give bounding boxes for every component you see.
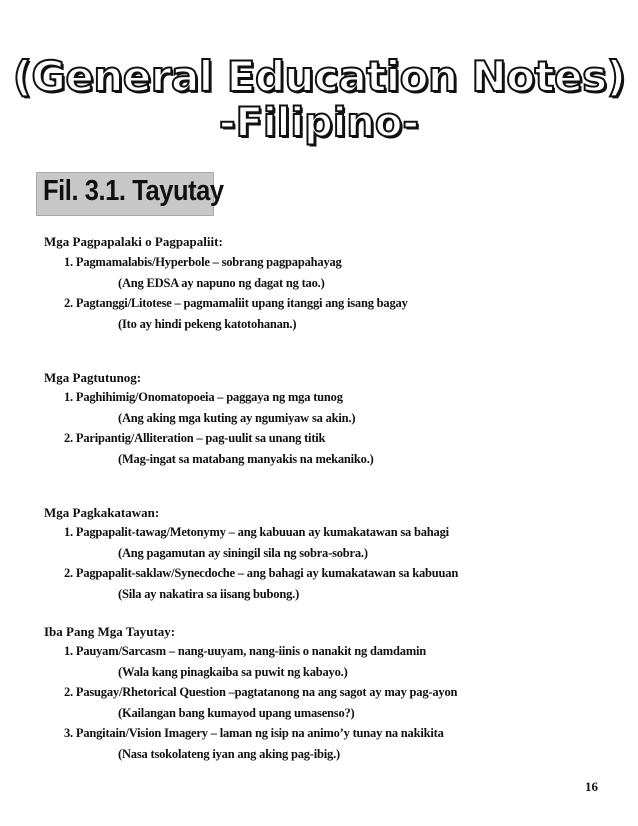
list-item-example: (Mag-ingat sa matabang manyakis na mekaniko.) xyxy=(118,452,374,466)
list-item-term: 2. Pagpapalit-saklaw/Synecdoche – ang bahagi ay kumakatawan sa kabuuan xyxy=(64,566,459,580)
list-item-term: 2. Pagtanggi/Litotese – pagmamaliit upang itanggi ang isang bagay xyxy=(64,296,408,310)
list-item-example: (Ang aking mga kuting ay ngumiyaw sa akin.) xyxy=(118,411,356,425)
group-heading: Mga Pagkakatawan: xyxy=(44,505,160,520)
list-item-term: 1. Pauyam/Sarcasm – nang-uuyam, nang-iinis o nanakit ng damdamin xyxy=(64,644,427,658)
page-number: 16 xyxy=(585,779,598,794)
list-item-example: (Kailangan bang kumayod upang umasenso?) xyxy=(118,706,355,720)
list-item-term: 1. Pagpapalit-tawag/Metonymy – ang kabuuan ay kumakatawan sa bahagi xyxy=(64,525,449,539)
list-item-example: (Nasa tsokolateng iyan ang aking pag-ibig.) xyxy=(118,747,340,761)
list-item-example: (Wala kang pinagkaiba sa puwit ng kabayo.) xyxy=(118,665,348,679)
group-heading: Iba Pang Mga Tayutay: xyxy=(44,624,176,639)
list-item-term: 1. Pagmamalabis/Hyperbole – sobrang pagpapahayag xyxy=(64,255,342,269)
page-subtitle: -Filipino- xyxy=(219,100,419,146)
list-item-example: (Ito ay hindi pekeng katotohanan.) xyxy=(118,317,297,331)
list-item-term: 2. Paripantig/Alliteration – pag-uulit sa unang titik xyxy=(64,431,326,445)
list-item-term: 2. Pasugay/Rhetorical Question –pagtatanong na ang sagot ay may pag-ayon xyxy=(64,685,458,699)
list-item-example: (Ang pagamutan ay siningil sila ng sobra-sobra.) xyxy=(118,546,368,560)
list-item-term: 3. Pangitain/Vision Imagery – laman ng isip na animo’y tunay na nakikita xyxy=(64,726,444,740)
group-heading: Mga Pagtutunog: xyxy=(44,370,142,385)
page-title: (General Education Notes) xyxy=(12,52,626,101)
list-item-term: 1. Paghihimig/Onomatopoeia – paggaya ng mga tunog xyxy=(64,390,343,404)
section-label: Fil. 3.1. Tayutay xyxy=(43,175,224,207)
group-heading: Mga Pagpapalaki o Pagpapaliit: xyxy=(44,234,223,249)
section-banner xyxy=(36,172,224,216)
list-item-example: (Sila ay nakatira sa iisang bubong.) xyxy=(118,587,300,601)
list-item-example: (Ang EDSA ay napuno ng dagat ng tao.) xyxy=(118,276,325,290)
